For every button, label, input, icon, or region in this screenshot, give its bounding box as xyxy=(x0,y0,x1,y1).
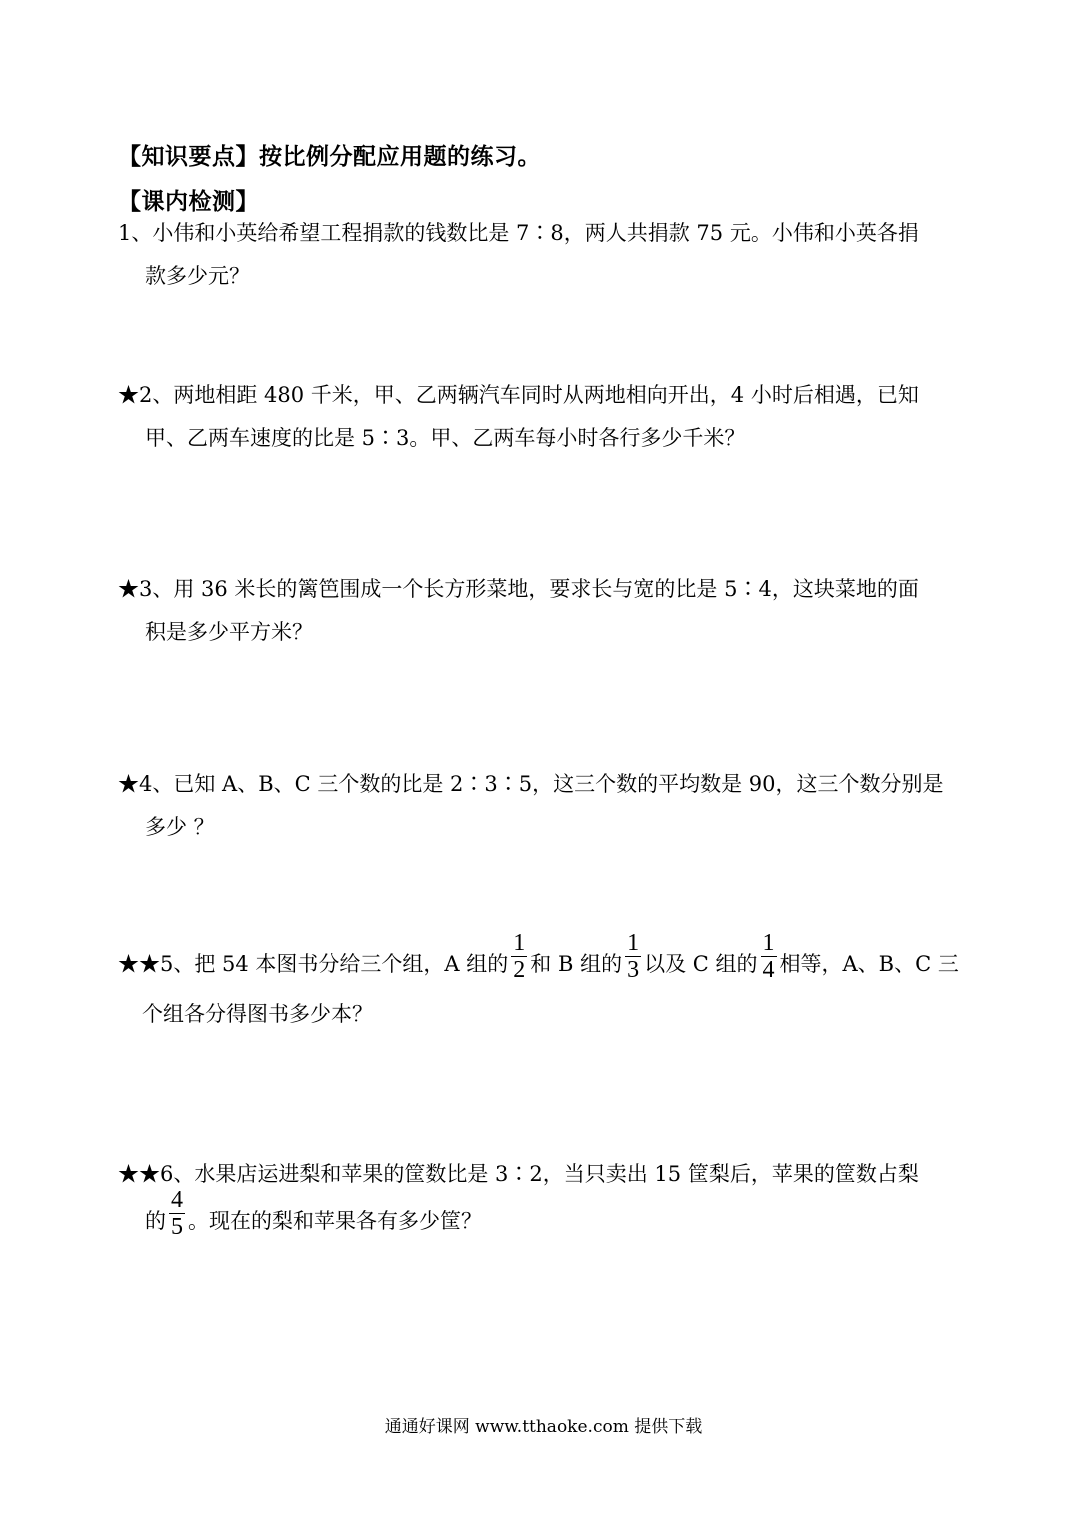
fraction-four-fifths xyxy=(169,1187,185,1240)
problem-6-text-a: 的 xyxy=(145,1209,166,1233)
problem-5-text-b: 和 B 组的 xyxy=(530,952,623,976)
problem-3 xyxy=(118,568,948,654)
problem-2-line-1: ★2、两地相距 480 千米，甲、乙两辆汽车同时从两地相向开出，4 小时后相遇，已知 xyxy=(118,383,919,407)
problem-2-line-2: 甲、乙两车速度的比是 5∶3。甲、乙两车每小时各行多少千米？ xyxy=(145,426,746,450)
problem-6 xyxy=(118,1153,948,1243)
fraction-denominator: 5 xyxy=(171,1214,183,1240)
class-check-heading: 【课内检测】 xyxy=(118,189,259,215)
problem-4-line-1: ★4、已知 A、B、C 三个数的比是 2∶3∶5，这三个数的平均数是 90，这三个数分别是 xyxy=(118,772,944,796)
problem-5-text-d: 相等，A、B、C 三 xyxy=(779,952,959,976)
fraction-one-third xyxy=(625,930,641,983)
fraction-denominator: 4 xyxy=(762,957,775,983)
problem-6-line-2 xyxy=(118,1187,948,1243)
problem-5-text-a: ★★5、把 54 本图书分给三个组，A 组的 xyxy=(118,952,509,976)
problem-1-line-1: 1、小伟和小英给希望工程捐款的钱数比是 7∶8，两人共捐款 75 元。小伟和小英各捐 xyxy=(118,221,919,245)
fraction-one-half xyxy=(511,930,527,983)
knowledge-points-heading: 【知识要点】按比例分配应用题的练习。 xyxy=(118,144,541,170)
problem-6-text-b: 。现在的梨和苹果各有多少筐？ xyxy=(188,1209,482,1233)
problem-1 xyxy=(118,212,948,298)
problem-5-line-2: 个组各分得图书多少本？ xyxy=(142,1002,373,1026)
fraction-one-quarter xyxy=(761,930,777,983)
fraction-denominator: 3 xyxy=(627,957,640,983)
problem-3-line-2: 积是多少平方米？ xyxy=(145,620,313,644)
fraction-numerator: 1 xyxy=(762,930,775,956)
problem-5-text-c: 以及 C 组的 xyxy=(644,952,758,976)
fraction-numerator: 1 xyxy=(513,930,526,956)
problem-5-line-1 xyxy=(118,930,959,986)
problem-1-line-2: 款多少元？ xyxy=(145,264,250,288)
problem-5 xyxy=(118,930,959,1036)
problem-3-line-1: ★3、用 36 米长的篱笆围成一个长方形菜地，要求长与宽的比是 5∶4，这块菜地的面 xyxy=(118,577,919,601)
problem-4-line-2: 多少 ？ xyxy=(145,815,215,839)
problem-2 xyxy=(118,374,948,460)
problem-4 xyxy=(118,763,948,849)
page-footer: 通通好课网 www.tthaoke.com 提供下载 xyxy=(384,1417,703,1437)
fraction-denominator: 2 xyxy=(513,957,526,983)
fraction-numerator: 1 xyxy=(627,930,640,956)
fraction-numerator: 4 xyxy=(171,1187,183,1213)
problem-6-line-1: ★★6、水果店运进梨和苹果的筐数比是 3∶2，当只卖出 15 筐梨后，苹果的筐数占梨 xyxy=(118,1162,919,1186)
